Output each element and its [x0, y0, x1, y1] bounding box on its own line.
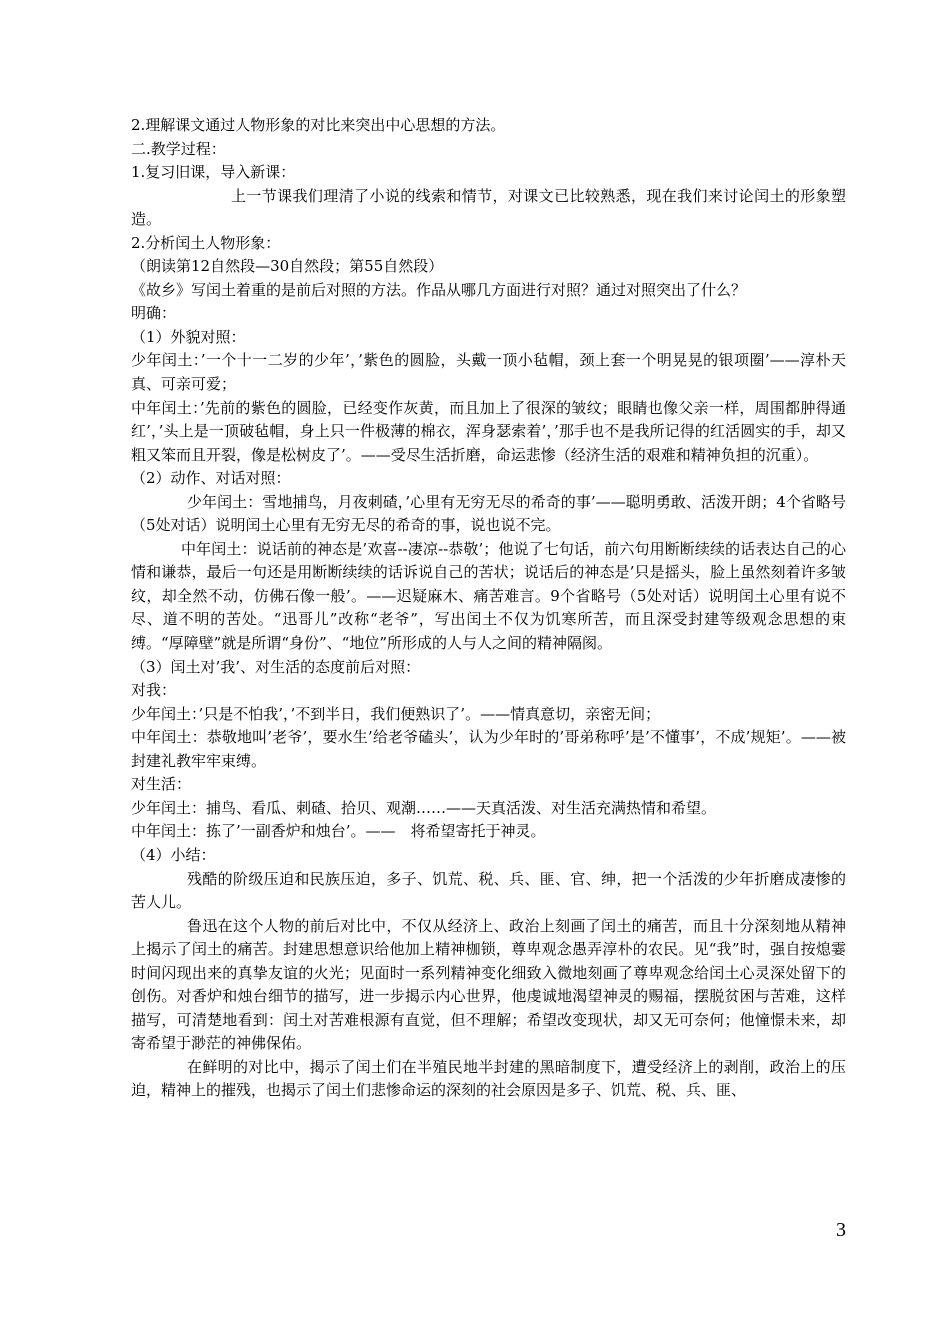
answer-label: 明确：: [131, 304, 177, 323]
step-2-heading: 2.分析闰土人物形象：: [131, 233, 281, 252]
young-runtu-toward-life: 少年闰土：捕鸟、看瓜、刺碴、拾贝、观潮……——天真活泼、对生活充满热情和希望。: [131, 798, 717, 817]
intro-paragraph: 上一节课我们理清了小说的线索和情节，对课文已比较熟悉，现在我们来讨论闰土的形象塑造。: [131, 186, 846, 229]
summary-paragraph-3: 在鲜明的对比中，揭示了闰土们在半殖民地半封建的黑暗制度下，遭受经济上的剥削，政治上的压迫，精神上的摧残，也揭示了闰土们悲惨命运的深刻的社会原因是多子、饥荒、税、兵、匪、: [131, 1057, 846, 1100]
summary-paragraph-1: 残酷的阶级压迫和民族压迫，多子、饥荒、税、兵、匪、官、绅，把一个活泼的少年折磨成凄惨的苦人儿。: [131, 869, 846, 912]
adult-runtu-appearance: 中年闰土：’先前的紫色的圆脸，已经变作灰黄，而且加上了很深的皱纹；眼睛也像父亲一样，周围都肿得通红’，’头上是一顶破毡帽，身上只一件极薄的棉衣，浑身瑟索着’，’那手也不是我所记得的红活圆实的手，却又粗又笨而且开裂，像是松树皮了’。——受尽生活折磨，命运悲惨（经济生活的艰难和精神负担的沉重）。: [131, 398, 846, 464]
label-toward-life: 对生活：: [131, 775, 192, 794]
page-number: 3: [836, 1219, 846, 1241]
summary-paragraph-2: 鲁迅在这个人物的前后对比中，不仅从经济上、政治上刻画了闰土的痛苦，而且十分深刻地从精神上揭示了闰土的痛苦。封建思想意识给他加上精神枷锁，尊卑观念愚弄淳朴的农民。见“我”时，强自按熄霎时间闪现出来的真挚友谊的火光；见面时一系列精神变化细致入微地刻画了尊卑观念给闰土心灵深处留下的创伤。对香炉和烛台细节的描写，进一步揭示内心世界，他虔诚地渴望神灵的赐福，摆脱贫困与苦难，这样描写，可清楚地看到：闰土对苦难根源有直觉，但不理解；希望改变现状，却又无可奈何；他憧憬未来，却寄希望于渺茫的神佛保佑。: [131, 916, 846, 1053]
subheading-action-dialogue: （2）动作、对话对照：: [131, 469, 291, 488]
young-runtu-action: 少年闰土：雪地捕鸟，月夜刺碴，’心里有无穷无尽的希奇的事’——聪明勇敢、活泼开朗；4个省略号（5处对话）说明闰土心里有无穷无尽的希奇的事，说也说不完。: [131, 492, 846, 535]
young-runtu-appearance: 少年闰土：’一个十一二岁的少年’，’紫色的圆脸，头戴一顶小毡帽，颈上套一个明晃晃的银项圈’——淳朴天真、可亲可爱；: [131, 351, 846, 394]
adult-runtu-toward-life: 中年闰土：拣了’一副香炉和烛台’。—— 将希望寄托于神灵。: [131, 822, 546, 841]
section-heading-teaching-process: 二.教学过程：: [131, 139, 226, 158]
subheading-appearance: （1）外貌对照：: [131, 327, 246, 346]
subheading-attitude: （3）闰土对’我’、对生活的态度前后对照：: [131, 657, 421, 676]
step-1-heading: 1.复习旧课，导入新课：: [131, 163, 296, 182]
label-toward-me: 对我：: [131, 681, 177, 700]
young-runtu-toward-me: 少年闰土：’只是不怕我’，’不到半日，我们便熟识了’。——情真意切，亲密无间；: [131, 704, 661, 723]
adult-runtu-dialogue: 中年闰土：说话前的神态是’欢喜--凄凉--恭敬’；他说了七句话，前六句用断断续续的话表达自己的心情和谦恭，最后一句还是用断断续续的话诉说自己的苦状；说话后的神态是’只是摇头，脸上虽然刻着许多皱纹，却全然不动，仿佛石像一般’。——迟疑麻木、痛苦难言。9个省略号（5处对话）说明闰土心里有说不尽、道不明的苦处。“迅哥儿”改称“老爷”，写出闰土不仅为饥寒所苦，而且深受封建等级观念思想的束缚。“厚障壁”就是所谓“身份”、“地位”所形成的人与人之间的精神隔阂。: [131, 539, 846, 653]
objective-2: 2.理解课文通过人物形象的对比来突出中心思想的方法。: [131, 116, 506, 134]
adult-runtu-toward-me: 中年闰土：恭敬地叫’老爷’，要水生’给老爷磕头’，认为少年时的’哥弟称呼’是’不懂事’，不成’规矩’。——被封建礼教牢牢束缚。: [131, 728, 846, 770]
reading-note: （朗读第12自然段—30自然段；第55自然段）: [131, 257, 444, 276]
subheading-summary: （4）小结：: [131, 845, 216, 864]
question-paragraph: 《故乡》写闰土着重的是前后对照的方法。作品从哪几方面进行对照？通过对照突出了什么？: [131, 280, 747, 299]
document-body: [131, 114, 846, 1103]
